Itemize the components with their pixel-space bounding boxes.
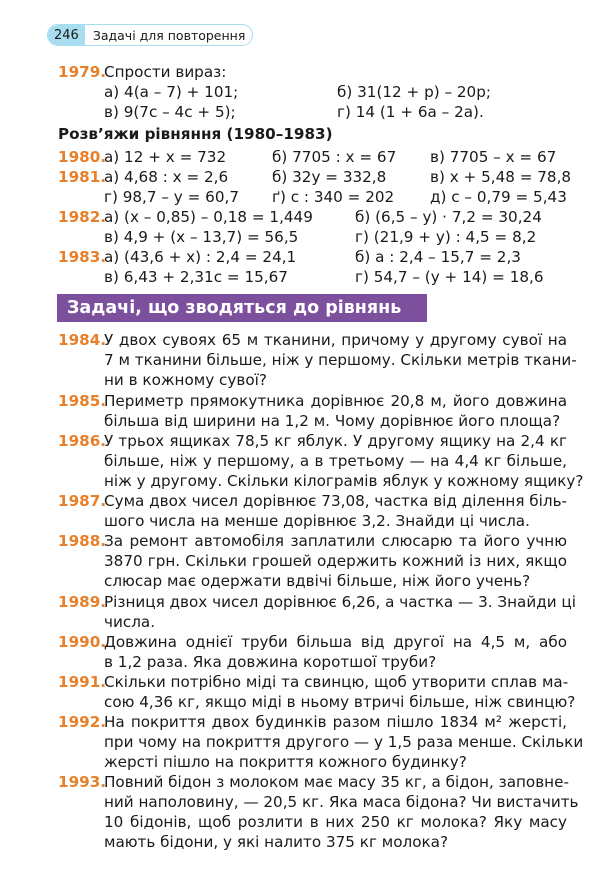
problem-number: 1993. xyxy=(58,773,107,791)
equation-gg: ґ) c : 340 = 202 xyxy=(272,188,395,206)
equation-g: г) 98,7 – y = 60,7 xyxy=(104,188,239,206)
text-line: 7 м тканини більше, ніж у першому. Скільки метрів ткани- xyxy=(104,351,577,369)
problem-number: 1985. xyxy=(58,392,107,410)
problem-text xyxy=(104,491,567,531)
equation-v: в) x + 5,48 = 78,8 xyxy=(430,168,572,186)
problem-text xyxy=(104,431,584,491)
text-line: мають бідони, у які налито 375 кг молока? xyxy=(104,833,449,851)
text-line: більше, ніж у першому, а в третьому — на 4,4 кг більше, xyxy=(104,452,567,470)
equation-b: б) 7705 : x = 67 xyxy=(272,148,397,166)
text-line: 3870 грн. Скільки грошей одержить кожний із них, якщо xyxy=(104,552,567,570)
problem-text xyxy=(104,391,567,431)
text-line: жерсті пішло на покриття кожного будинку? xyxy=(104,753,467,771)
page-number: 246 xyxy=(48,25,85,45)
text-line: На покриття двох будинків разом пішло 1834 м² жерсті, xyxy=(104,713,567,731)
problem-number: 1983. xyxy=(58,248,107,266)
problem-text xyxy=(104,672,576,712)
equation-a: а) 4,68 : x = 2,6 xyxy=(104,168,229,186)
text-line: ний наполовину, — 20,5 кг. Яка маса бідона? Чи вистачить xyxy=(104,793,579,811)
text-line: в 1,2 раза. Яка довжина коротшої труби? xyxy=(104,653,437,671)
text-line: числа. xyxy=(104,613,156,631)
equation-g: г) 54,7 – (y + 14) = 18,6 xyxy=(355,268,544,286)
text-line: Повний бідон з молоком має масу 35 кг, а бідон, заповне- xyxy=(104,773,569,791)
problem-number: 1986. xyxy=(58,432,107,450)
equation-v: в) 6,43 + 2,31c = 15,67 xyxy=(104,268,288,286)
equation-g: г) 14 (1 + 6a – 2a). xyxy=(337,103,484,121)
text-line: сою 4,36 кг, якщо міді в ньому втричі більше, ніж свинцю? xyxy=(104,693,576,711)
text-line: 10 бідонів, щоб розлити в них 250 кг молока? Яку масу xyxy=(104,813,567,831)
equation-a: а) 4(a – 7) + 101; xyxy=(104,83,239,101)
text-line: Периметр прямокутника дорівнює 20,8 м, його довжина xyxy=(104,392,567,410)
problem-number: 1991. xyxy=(58,673,107,691)
equation-a: а) (43,6 + x) : 2,4 = 24,1 xyxy=(104,248,297,266)
problem-text xyxy=(104,531,567,591)
problem-number: 1987. xyxy=(58,492,107,510)
problem-text xyxy=(104,632,567,672)
text-line: Довжина однієї труби більша від другої на 4,5 м, або xyxy=(104,633,567,651)
section-banner: Задачі, що зводяться до рівнянь xyxy=(57,294,427,322)
text-line: більша від ширини на 1,2 м. Чому дорівнює його площа? xyxy=(104,412,561,430)
text-line: Різниця двох чисел дорівнює 6,26, а частка — 3. Знайди ці xyxy=(104,593,576,611)
problem-text xyxy=(104,772,579,852)
equation-v: в) 7705 – x = 67 xyxy=(430,148,557,166)
section-title: Розв’яжи рівняння (1980–1983) xyxy=(58,125,333,143)
problem-text: Спрости вираз: xyxy=(104,63,227,81)
problem-number: 1984. xyxy=(58,331,107,349)
problem-number: 1979. xyxy=(58,63,107,81)
equation-a: а) (x – 0,85) – 0,18 = 1,449 xyxy=(104,208,313,226)
text-line: ни в кожному сувої? xyxy=(104,371,267,389)
text-line: шого числа на менше дорівнює 3,2. Знайди ці числа. xyxy=(104,512,530,530)
equation-b: б) 31(12 + p) – 20p; xyxy=(337,83,491,101)
problem-text xyxy=(104,712,584,772)
problem-number: 1981. xyxy=(58,168,107,186)
text-line: ніж у другому. Скільки кілограмів яблук у кожному ящику? xyxy=(104,472,584,490)
problem-text xyxy=(104,592,576,632)
text-line: Сума двох чисел дорівнює 73,08, частка від ділення біль- xyxy=(104,492,568,510)
problem-number: 1980. xyxy=(58,148,107,166)
equation-b: б) (6,5 – y) · 7,2 = 30,24 xyxy=(355,208,542,226)
text-line: слюсар має одержати вдвічі більше, ніж його учень? xyxy=(104,572,531,590)
problem-number: 1988. xyxy=(58,532,107,550)
problem-text xyxy=(104,330,577,390)
equation-v: в) 9(7c – 4c + 5); xyxy=(104,103,236,121)
text-line: У трьох ящиках 78,5 кг яблук. У другому ящику на 2,4 кг xyxy=(104,432,567,450)
equation-b: б) 32y = 332,8 xyxy=(272,168,387,186)
header-title: Задачі для повторення xyxy=(92,27,246,43)
equation-d: д) c – 0,79 = 5,43 xyxy=(430,188,567,206)
equation-b: б) a : 2,4 – 15,7 = 2,3 xyxy=(355,248,521,266)
text-line: У двох сувоях 65 м тканини, причому у другому сувої на xyxy=(104,331,567,349)
problem-number: 1992. xyxy=(58,713,107,731)
equation-a: а) 12 + x = 732 xyxy=(104,148,227,166)
equation-g: г) (21,9 + y) : 4,5 = 8,2 xyxy=(355,228,537,246)
text-line: Скільки потрібно міді та свинцю, щоб утворити сплав ма- xyxy=(104,673,569,691)
text-line: при чому на покриття другого — у 1,5 раза менше. Скільки xyxy=(104,733,584,751)
page-header xyxy=(47,24,253,46)
problem-number: 1990. xyxy=(58,633,107,651)
problem-number: 1982. xyxy=(58,208,107,226)
text-line: За ремонт автомобіля заплатили слюсарю та його учню xyxy=(104,532,567,550)
problem-number: 1989. xyxy=(58,593,107,611)
equation-v: в) 4,9 + (x – 13,7) = 56,5 xyxy=(104,228,299,246)
